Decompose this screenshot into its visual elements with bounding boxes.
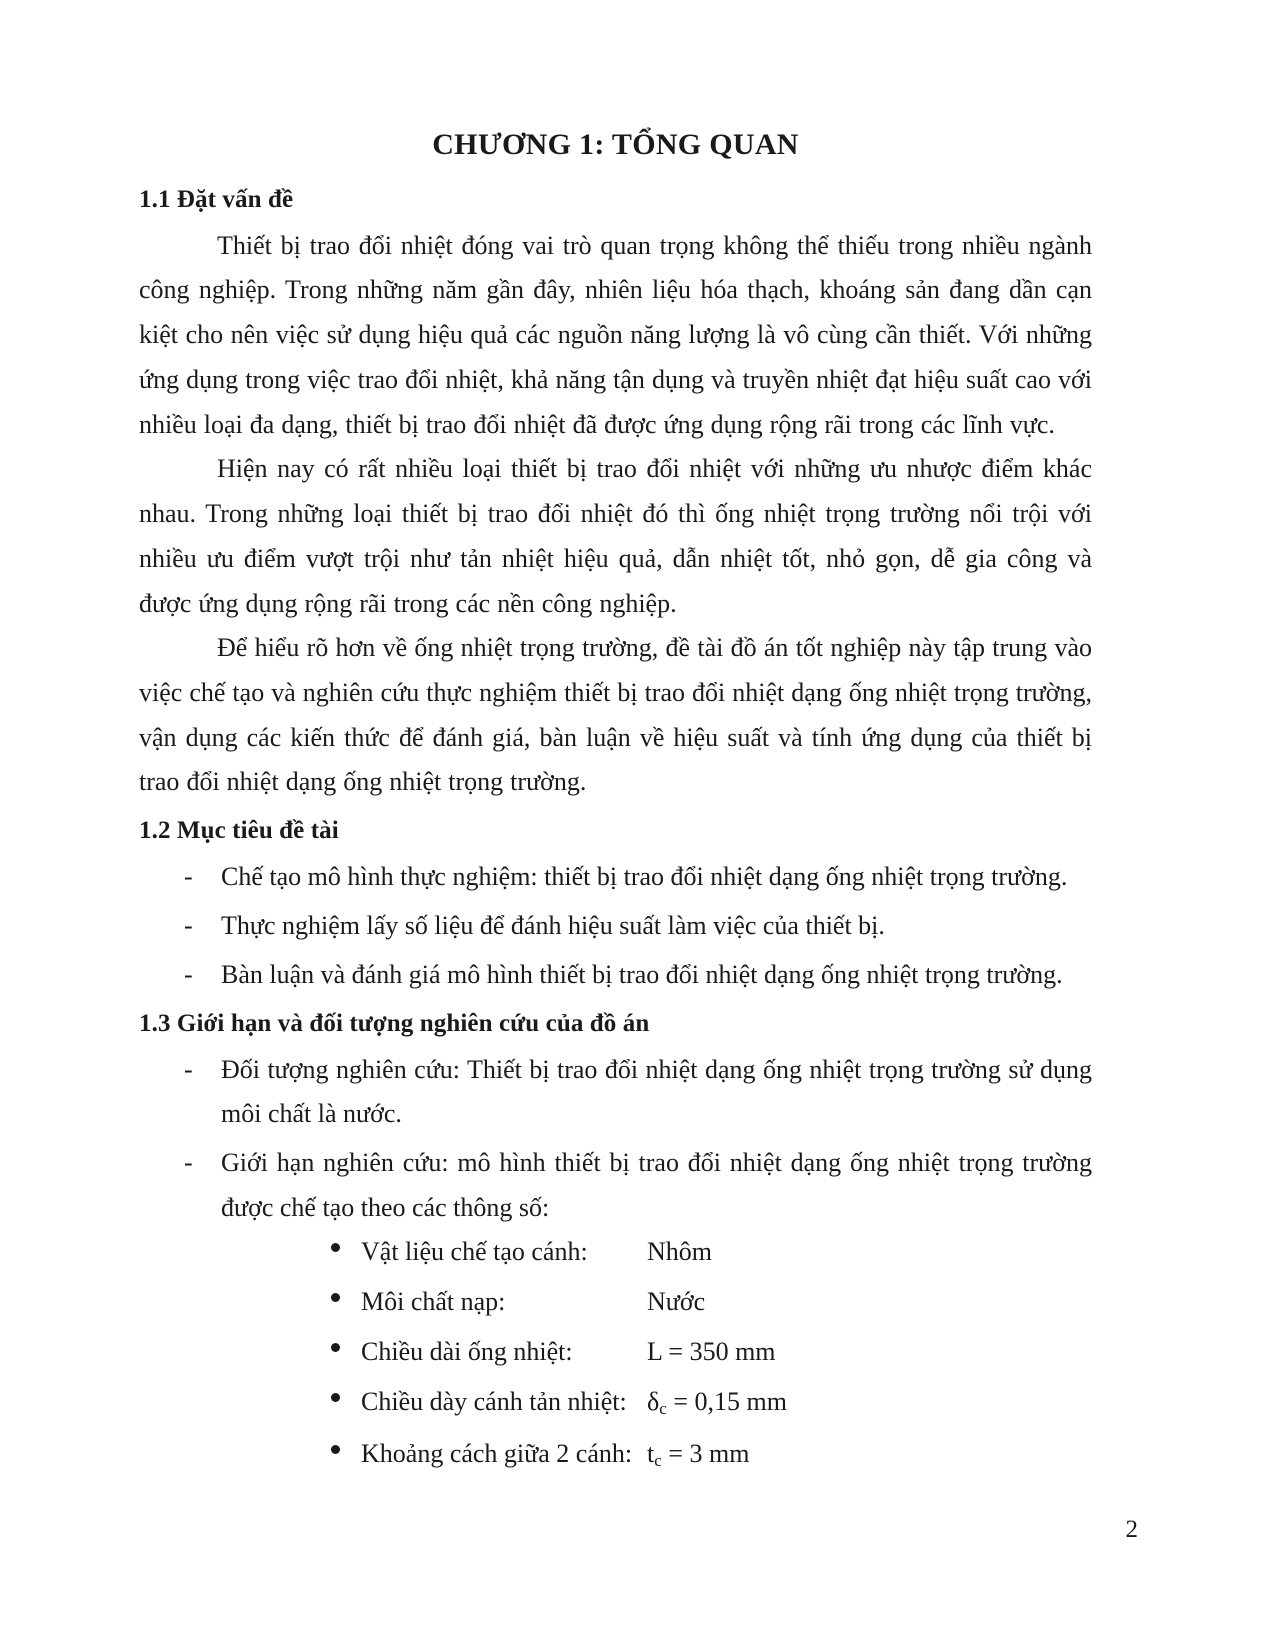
spec-value: L = 350 mm	[647, 1336, 776, 1366]
list-item-text: Bàn luận và đánh giá mô hình thiết bị trao đổi nhiệt dạng ống nhiệt trọng trường.	[221, 959, 1063, 989]
round-bullet-icon	[331, 1393, 340, 1402]
paragraph-3: Để hiểu rõ hơn về ống nhiệt trọng trường, đề tài đồ án tốt nghiệp này tập trung vào việc chế tạo và nghiên cứu thực nghiệm thiết bị trao đổi nhiệt dạng ống nhiệt trọng trường, vận dụng các kiến thức để đánh giá, bàn luận về hiệu suất và tính ứng dụng của thiết bị trao đổi nhiệt dạng ống nhiệt trọng trường.	[139, 633, 1092, 797]
spec-label: Khoảng cách giữa 2 cánh:	[361, 1438, 633, 1468]
round-bullet-icon	[331, 1293, 340, 1302]
spec-value	[647, 1438, 750, 1470]
symbol-delta: δ	[647, 1386, 660, 1416]
round-bullet-icon	[331, 1243, 340, 1252]
page-title: CHƯƠNG 1: TỔNG QUAN	[432, 128, 799, 161]
spec-row	[139, 1336, 1092, 1366]
round-bullet-icon	[331, 1343, 340, 1352]
objectives-list	[139, 855, 1092, 997]
dash-bullet-icon: -	[184, 1054, 193, 1084]
spec-value-suffix: = 0,15 mm	[666, 1386, 788, 1416]
page-number: 2	[1125, 1516, 1138, 1543]
spec-value	[647, 1386, 788, 1418]
section-heading-1-1: 1.1 Đặt vấn đề	[139, 185, 294, 213]
spec-value-suffix: = 3 mm	[661, 1438, 750, 1468]
list-item-text: Thực nghiệm lấy số liệu để đánh hiệu suất làm việc của thiết bị.	[221, 911, 885, 941]
list-item	[139, 1048, 1092, 1137]
dash-bullet-icon: -	[184, 862, 193, 892]
spec-label: Chiều dài ống nhiệt:	[361, 1336, 573, 1366]
spec-label: Vật liệu chế tạo cánh:	[361, 1236, 588, 1266]
spec-value: Nhôm	[647, 1236, 712, 1266]
paragraph-1: Thiết bị trao đổi nhiệt đóng vai trò quan trọng không thể thiếu trong nhiều ngành công nghiệp. Trong những năm gần đây, nhiên liệu hóa thạch, khoáng sản đang dần cạn kiệt cho nên việc sử dụng hiệu quả các nguồn năng lượng là vô cùng cần thiết. Với những ứng dụng trong việc trao đổi nhiệt, khả năng tận dụng và truyền nhiệt đạt hiệu suất cao với nhiều loại đa dạng, thiết bị trao đổi nhiệt đã được ứng dụng rộng rãi trong các lĩnh vực.	[139, 230, 1092, 439]
dash-bullet-icon: -	[184, 959, 193, 989]
list-item	[139, 855, 1092, 900]
spec-label: Môi chất nạp:	[361, 1286, 506, 1316]
list-item	[139, 1141, 1092, 1230]
subscript-c: c	[659, 1398, 667, 1418]
spec-row	[139, 1286, 1092, 1316]
symbol-t: t	[647, 1438, 655, 1468]
section-heading-1-2: 1.2 Mục tiêu đề tài	[139, 817, 339, 845]
spec-row	[139, 1236, 1092, 1266]
round-bullet-icon	[331, 1445, 340, 1454]
page-content	[139, 126, 1092, 1468]
list-item	[139, 904, 1092, 949]
spec-label: Chiều dày cánh tản nhiệt:	[361, 1386, 627, 1416]
dash-bullet-icon: -	[184, 1148, 193, 1178]
paragraph-2: Hiện nay có rất nhiều loại thiết bị trao đổi nhiệt với những ưu nhược điểm khác nhau. Trong những loại thiết bị trao đổi nhiệt đó thì ống nhiệt trọng trường nổi trội với nhiều ưu điểm vượt trội như tản nhiệt hiệu quả, dẫn nhiệt tốt, nhỏ gọn, dễ gia công và được ứng dụng rộng rãi trong các nền công nghiệp.	[139, 454, 1092, 618]
list-item-text: Giới hạn nghiên cứu: mô hình thiết bị trao đổi nhiệt dạng ống nhiệt trọng trường được chế tạo theo các thông số:	[221, 1148, 1092, 1222]
scope-list	[139, 1048, 1092, 1231]
list-item-text: Chế tạo mô hình thực nghiệm: thiết bị trao đổi nhiệt dạng ống nhiệt trọng trường.	[221, 862, 1068, 892]
list-item	[139, 953, 1092, 998]
specification-list	[139, 1236, 1092, 1470]
dash-bullet-icon: -	[184, 911, 193, 941]
spec-row	[139, 1386, 1092, 1418]
subscript-c: c	[654, 1450, 662, 1470]
section-heading-1-3: 1.3 Giới hạn và đối tượng nghiên cứu của đồ án	[139, 1009, 650, 1037]
list-item-text: Đối tượng nghiên cứu: Thiết bị trao đổi nhiệt dạng ống nhiệt trọng trường sử dụng môi chất là nước.	[221, 1054, 1092, 1129]
spec-row	[139, 1438, 1092, 1470]
spec-value: Nước	[647, 1286, 706, 1316]
